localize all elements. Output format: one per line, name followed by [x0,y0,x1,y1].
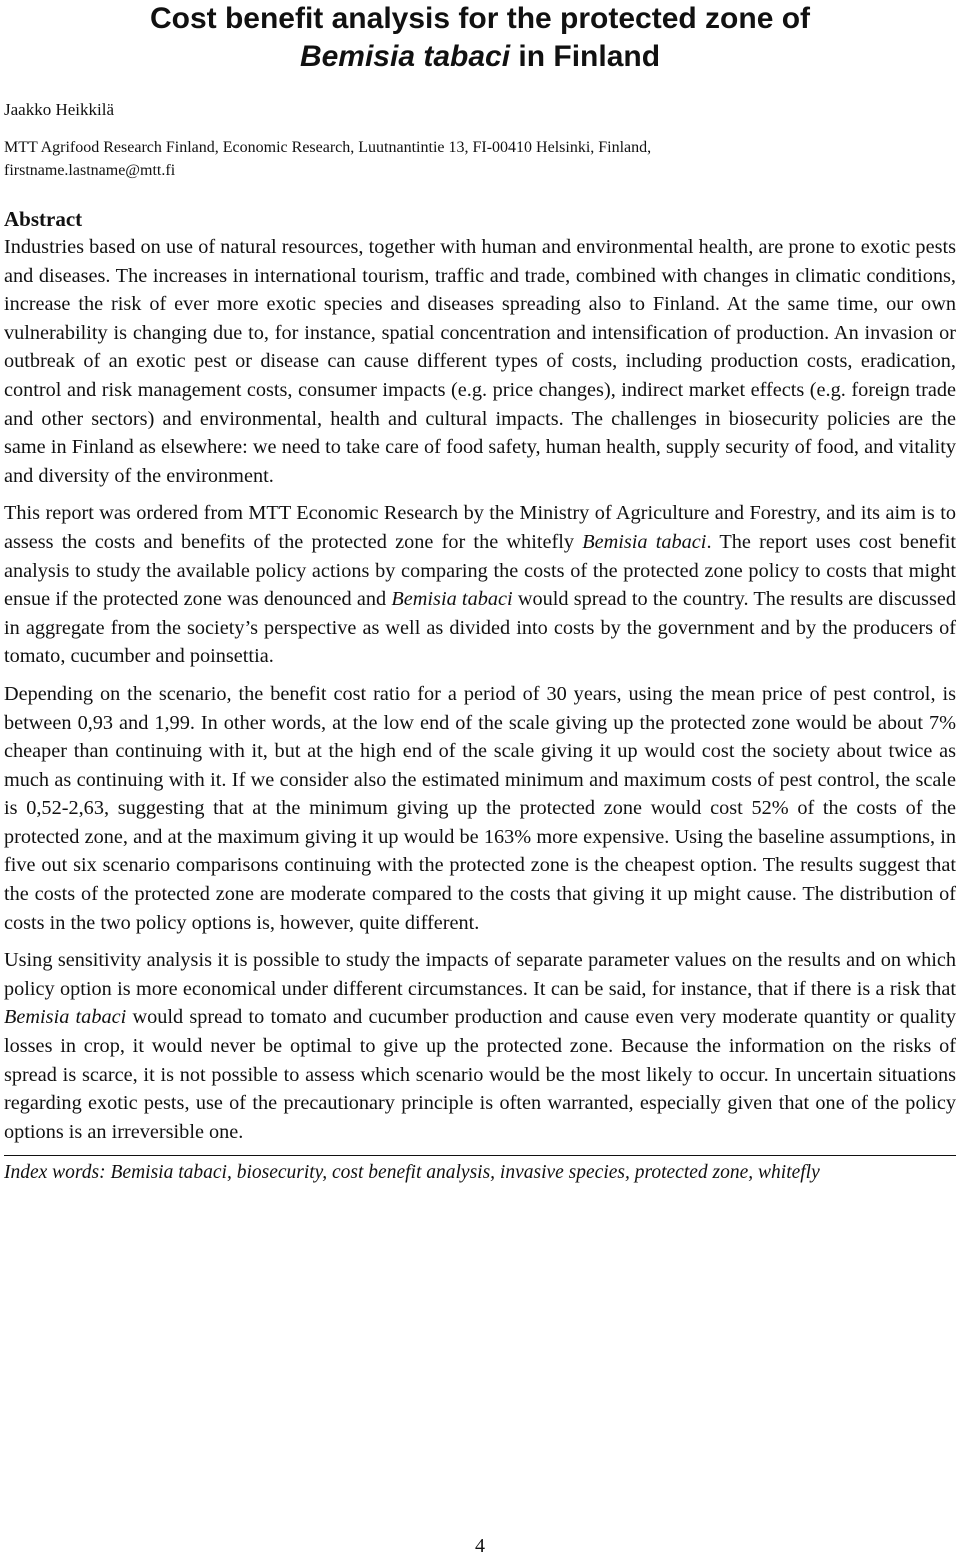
paper-title [0,0,960,76]
page-number: 4 [475,1535,485,1557]
paragraph-2-text-c: would spread to the country. The results are discussed in aggregate from the society’s perspective as well as divided into costs by the government and by the producers of tomato, cucumber and poinsettia. [4,588,956,668]
index-words: Index words: Bemisia tabaci, biosecurity, cost benefit analysis, invasive species, protected zone, whitefly [4,1162,820,1184]
author-affiliation [4,136,956,182]
document-page [4,0,956,1186]
abstract-paragraph-1: Industries based on use of natural resources, together with human and environmental health, are prone to exotic pests and diseases. The increases in international tourism, traffic and trade, combined with changes in climatic conditions, increase the risk of ever more exotic species and diseases spreading also to Finland. At the same time, our own vulnerability is changing due to, for instance, spatial concentration and intensification of production. An invasion or outbreak of an exotic pest or disease can cause different types of costs, including production costs, eradication, control and risk management costs, consumer impacts (e.g. price changes), indirect market effects (e.g. foreign trade and other sectors) and environmental, health and cultural impacts. The challenges in biosecurity policies are the same in Finland as elsewhere: we need to take care of food safety, human health, supply security of food, and vitality and diversity of the environment. [4,236,956,487]
species-name: Bemisia tabaci [4,1006,127,1029]
section-divider [4,1155,956,1156]
author-name: Jaakko Heikkilä [4,100,114,119]
paragraph-4-text-b: would spread to tomato and cucumber production and cause even very moderate quantity or quality losses in crop, it would never be optimal to give up the protected zone. Because the information on the risks of spread is scarce, it is not possible to assess which scenario would be the most likely to occur. In uncertain situations regarding exotic pests, use of the precautionary principle is often warranted, especially given that one of the policy options is an irreversible one. [4,1006,957,1143]
title-species-name: Bemisia tabaci [299,40,511,73]
title-line-1: Cost benefit analysis for the protected zone of [149,2,811,35]
abstract-paragraph-3: Depending on the scenario, the benefit cost ratio for a period of 30 years, using the mean price of pest control, is between 0,93 and 1,99. In other words, at the low end of the scale giving up the protected zone would be about 7% cheaper than continuing with it, but at the high end of the scale giving it up would cost the society about twice as much as continuing with it. If we consider also the estimated minimum and maximum costs of pest control, the scale is 0,52-2,63, suggesting that at the minimum giving up the protected zone would cost 52% of the costs of the protected zone, and at the maximum giving it up would be 163% more expensive. Using the baseline assumptions, in five out six scenario comparisons continuing with the protected zone is the cheapest option. The results suggest that the costs of the protected zone are moderate compared to the costs that giving it up might cause. The distribution of costs in the two policy options is, however, quite different. [4,682,956,934]
paragraph-2-text-a: This report was ordered from MTT Economic Research by the Ministry of Agriculture and Forestry, and its aim is to assess the costs and benefits of the protected zone for the whitefly [4,502,956,553]
species-name: Bemisia tabaci [391,588,513,611]
paragraph-4-text-a: Using sensitivity analysis it is possible to study the impacts of separate parameter values on the results and on which policy option is more economical under different circumstances. It can be said, for instance, that if there is a risk that [4,949,956,1000]
title-line-2 [0,38,960,76]
affiliation-address: MTT Agrifood Research Finland, Economic Research, Luutnantintie 13, FI-00410 Helsinki, Finland, [4,139,652,156]
abstract-heading: Abstract [4,207,83,231]
title-line-2-rest: in Finland [510,40,661,73]
paragraph-2-text-b: . The report uses cost benefit analysis to study the available policy actions by comparing the costs of the protected zone policy to costs that might ensue if the protected zone was denounced and [4,530,956,611]
affiliation-email: firstname.lastname@mtt.fi [4,162,176,179]
abstract-paragraph-4 [4,946,956,1146]
species-name: Bemisia tabaci [582,530,707,553]
abstract-paragraph-2 [4,499,956,671]
